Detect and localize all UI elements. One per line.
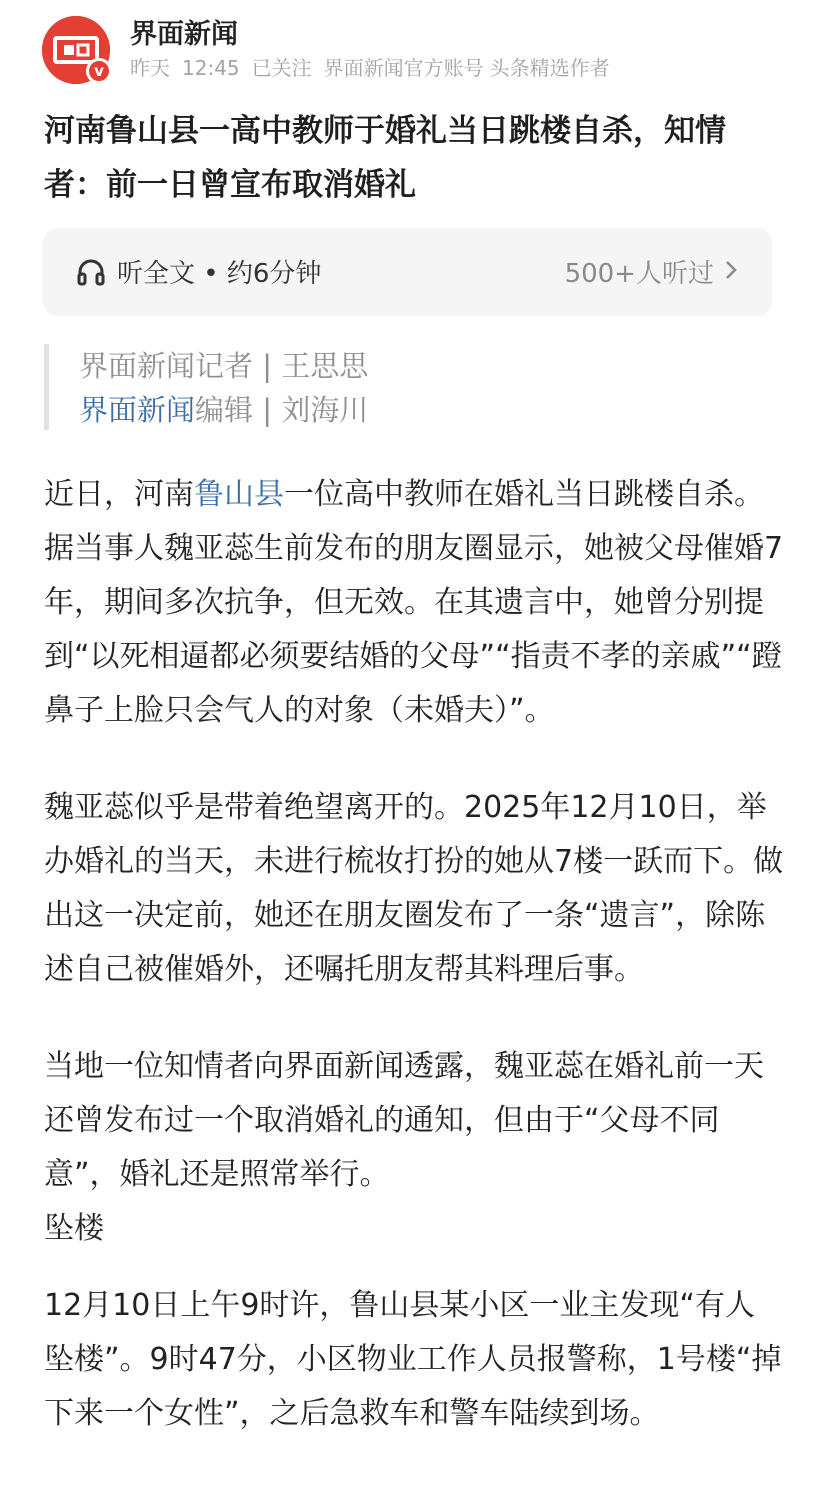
paragraph-3: 当地一位知情者向界面新闻透露，魏亚蕊在婚礼前一天还曾发布过一个取消婚礼的通知，但由于“父母不同意”，婚礼还是照常举行。	[44, 1049, 764, 1192]
paragraph-1-rest: 一位高中教师在婚礼当日跳楼自杀。据当事人魏亚蕊生前发布的朋友圈显示，她被父母催婚7年，期间多次抗争，但无效。在其遗言中，她曾分别提到“以死相逼都必须要结婚的父母”“指责不孝的亲戚”“蹬鼻子上脸只会气人的对象（未婚夫）”。	[44, 477, 784, 728]
editor-source-link[interactable]: 界面新闻	[79, 393, 196, 427]
editor-text: 编辑 | 刘海川	[195, 393, 369, 427]
paragraph-1	[44, 468, 784, 738]
verified-icon: v	[86, 58, 112, 84]
location-link[interactable]: 鲁山县	[194, 477, 284, 512]
listen-label: 听全文 • 约6分钟	[117, 259, 322, 289]
post-time: 12:45	[182, 56, 240, 80]
author-tag: 头条精选作者	[489, 56, 610, 80]
account-header	[42, 10, 782, 82]
chevron-right-icon	[724, 258, 738, 282]
editor-line	[79, 388, 368, 432]
section-heading: 坠楼	[44, 1211, 104, 1246]
post-meta	[130, 52, 622, 81]
paragraph-1-start: 近日，河南	[44, 477, 194, 512]
follow-status[interactable]: 已关注	[251, 56, 312, 80]
byline	[44, 344, 368, 430]
article-title: 河南鲁山县一高中教师于婚礼当日跳楼自杀，知情者：前一日曾宣布取消婚礼	[44, 113, 726, 203]
official-account-tag: 界面新闻官方账号	[323, 56, 484, 80]
account-name[interactable]: 界面新闻	[130, 19, 238, 50]
headphones-icon	[76, 257, 106, 287]
account-avatar[interactable]	[42, 16, 110, 84]
listen-count: 500+人听过	[564, 259, 714, 289]
listen-full-text-bar[interactable]	[43, 228, 772, 316]
paragraph-2: 魏亚蕊似乎是带着绝望离开的。2025年12月10日，举办婚礼的当天，未进行梳妆打扮的她从7楼一跃而下。做出这一决定前，她还在朋友圈发布了一条“遗言”，除陈述自己被催婚外，还嘱托朋友帮其料理后事。	[44, 790, 784, 987]
reporter-line: 界面新闻记者 | 王思思	[79, 349, 369, 383]
paragraph-4: 12月10日上午9时许，鲁山县某小区一业主发现“有人坠楼”。9时47分，小区物业工作人员报警称，1号楼“掉下来一个女性”，之后急救车和警车陆续到场。	[44, 1288, 782, 1431]
post-day: 昨天	[130, 56, 170, 80]
